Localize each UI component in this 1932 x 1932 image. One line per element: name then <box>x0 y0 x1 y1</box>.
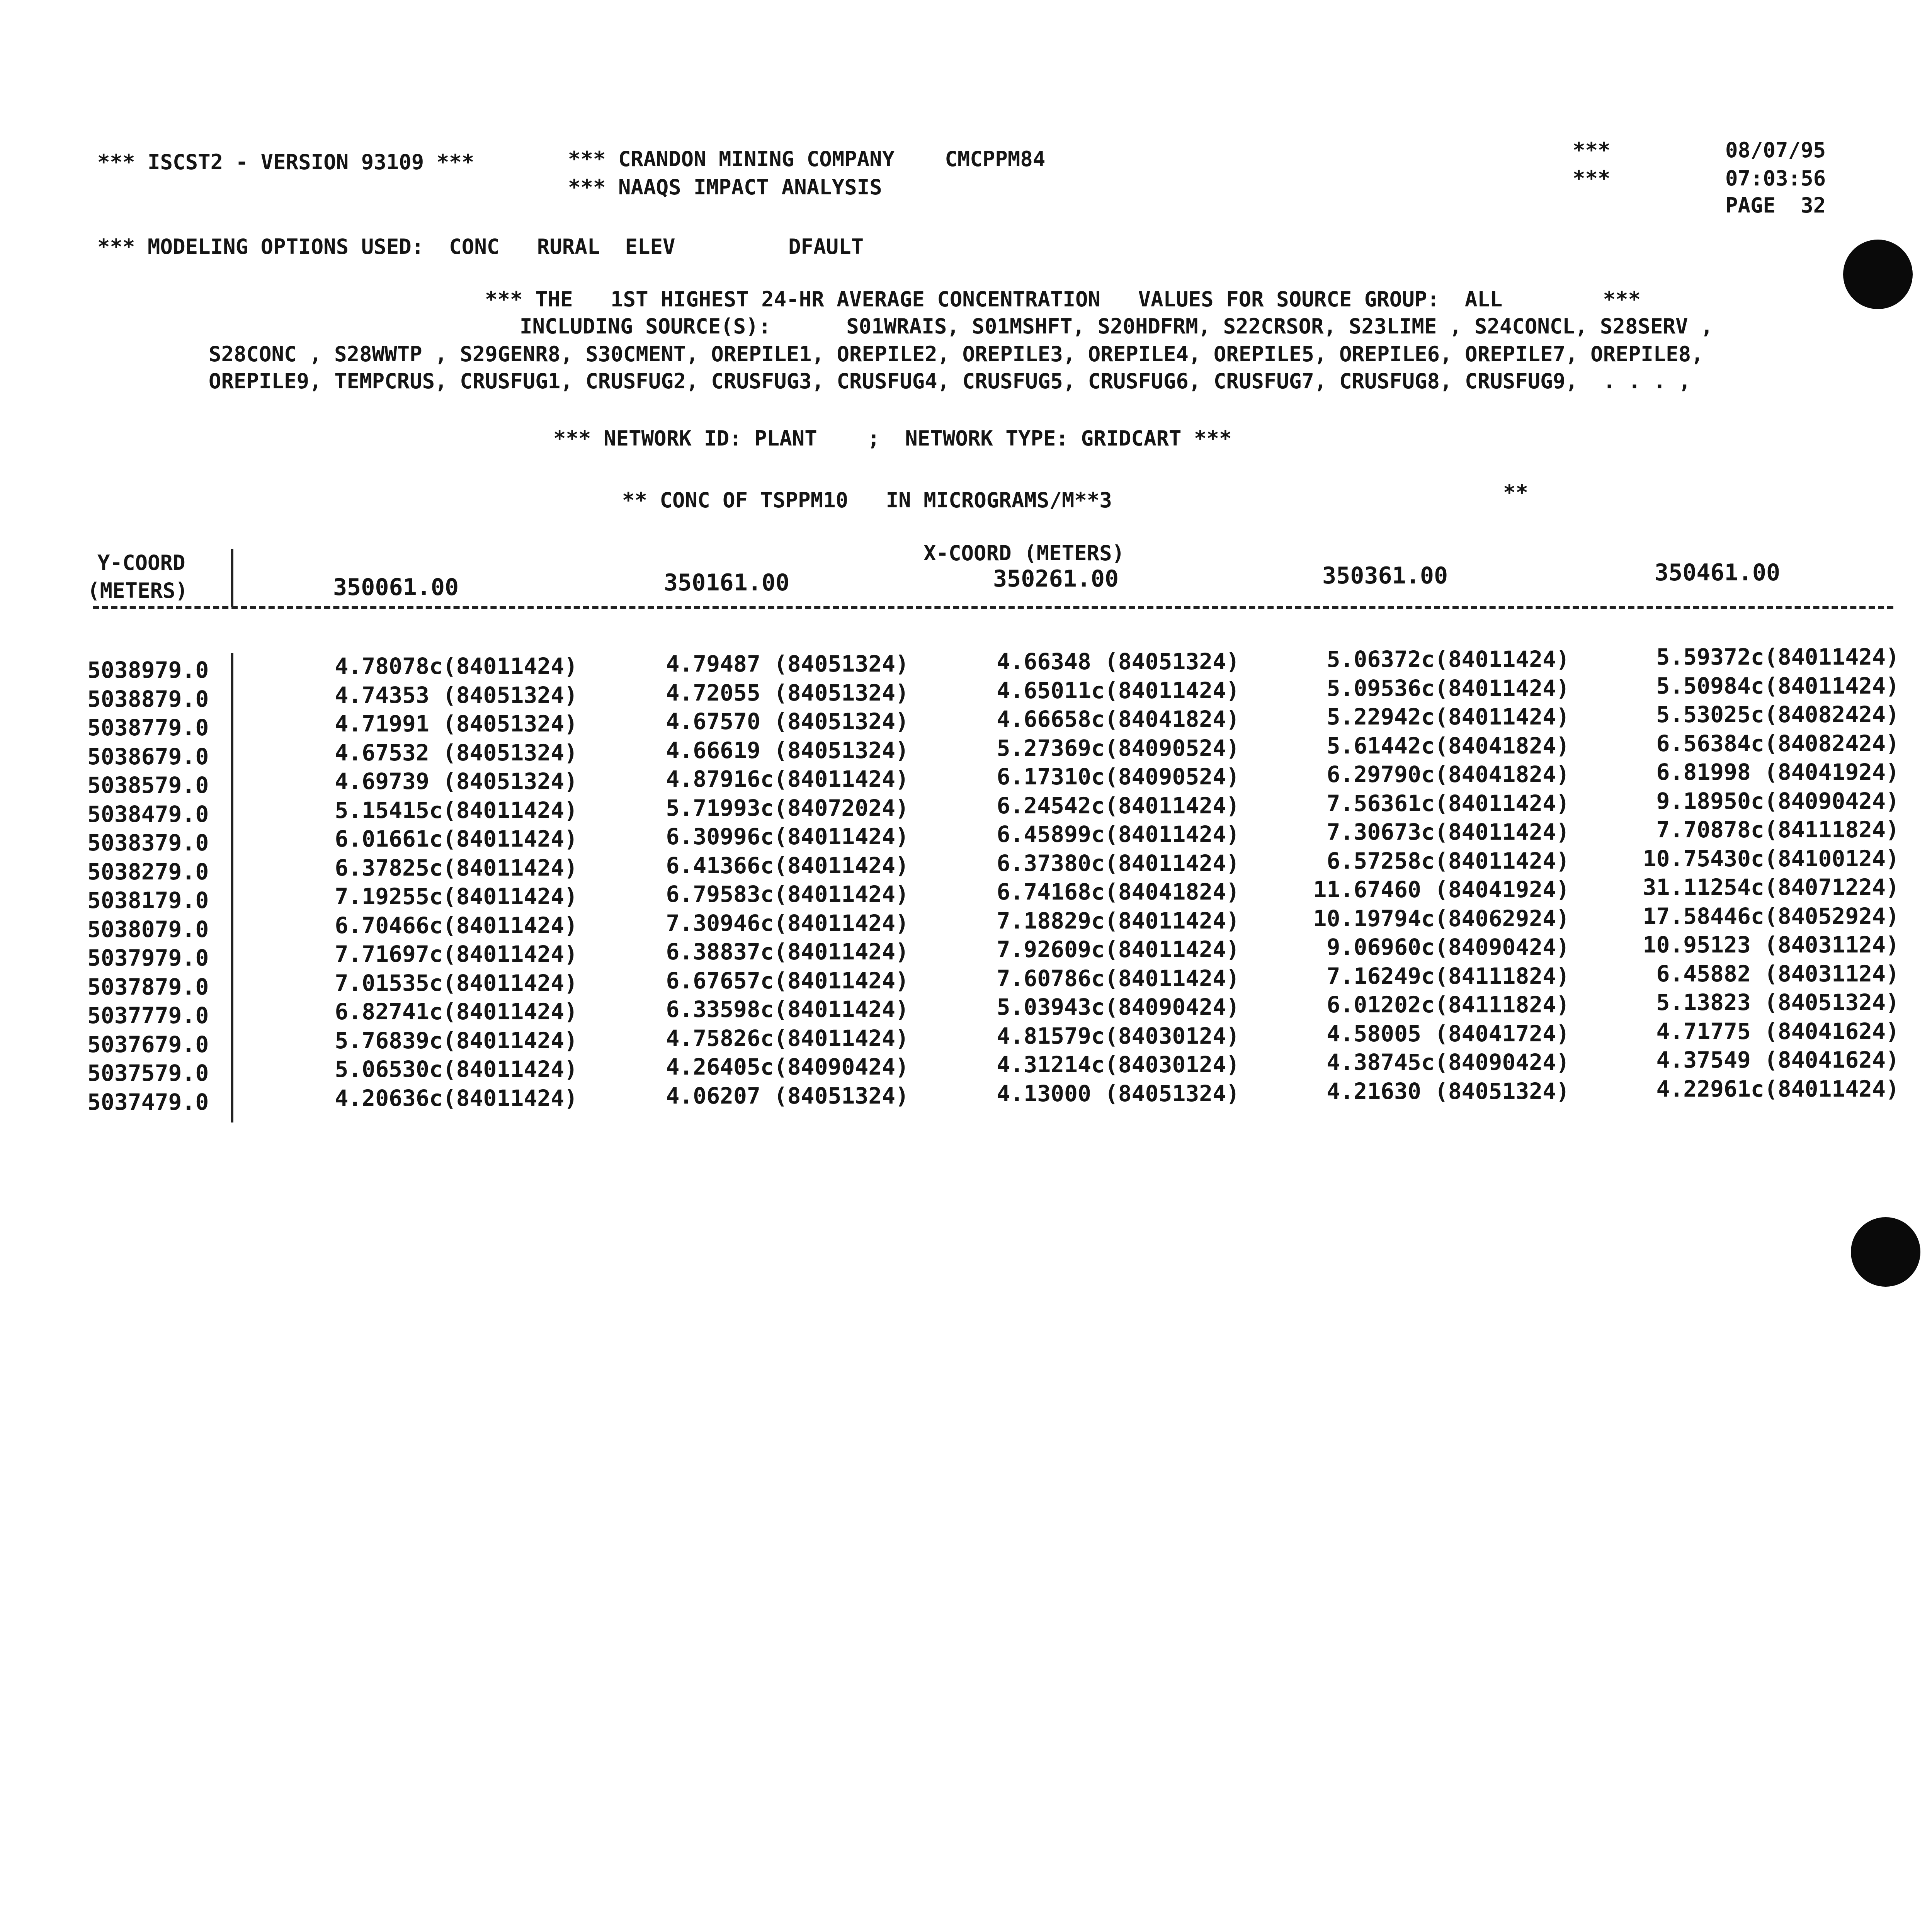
concentration-cell: 7.16249c(84111824) <box>1327 963 1570 989</box>
concentration-cell: 5.03943c(84090424) <box>997 994 1240 1020</box>
concentration-cell: 4.75826c(84011424) <box>666 1025 909 1051</box>
run-date: 08/07/95 <box>1725 138 1826 162</box>
concentration-cell: 5.13823 (84051324) <box>1656 989 1899 1015</box>
concentration-cell: 6.45882 (84031124) <box>1656 961 1899 987</box>
concentration-cell: 6.38837c(84011424) <box>666 939 909 965</box>
concentration-cell: 9.18950c(84090424) <box>1656 788 1899 814</box>
concentration-cell: 17.58446c(84052924) <box>1643 903 1899 929</box>
source-list-line-2: S28CONC , S28WWTP , S29GENR8, S30CMENT, OREPILE1, OREPILE2, OREPILE3, OREPILE4, OREPILE5, OREPILE6, OREPILE7, OREPILE8, <box>209 342 1704 366</box>
concentration-cell: 4.71775 (84041624) <box>1656 1018 1899 1044</box>
concentration-cell: 4.58005 (84041724) <box>1327 1020 1570 1047</box>
concentration-cell: 5.09536c(84011424) <box>1327 675 1570 701</box>
concentration-cell: 4.71991 (84051324) <box>335 711 578 737</box>
concentration-cell: 6.74168c(84041824) <box>997 879 1240 905</box>
concentration-cell: 11.67460 (84041924) <box>1313 876 1570 903</box>
concentration-cell: 5.71993c(84072024) <box>666 795 909 821</box>
punch-hole-middle <box>1851 1217 1920 1287</box>
highest-conc-title: *** THE 1ST HIGHEST 24-HR AVERAGE CONCENTRATION VALUES FOR SOURCE GROUP: ALL *** <box>485 287 1641 311</box>
concentration-cell: 6.37825c(84011424) <box>335 855 578 881</box>
y-coord-cell: 5038179.0 <box>87 887 209 913</box>
concentration-cell: 6.01202c(84111824) <box>1327 992 1570 1018</box>
concentration-cell: 5.53025c(84082424) <box>1656 701 1899 728</box>
concentration-cell: 4.13000 (84051324) <box>997 1080 1240 1107</box>
concentration-cell: 4.87916c(84011424) <box>666 766 909 792</box>
concentration-cell: 6.33598c(84011424) <box>666 996 909 1022</box>
concentration-cell: 4.66658c(84041824) <box>997 706 1240 732</box>
concentration-cell: 6.79583c(84011424) <box>666 881 909 907</box>
y-coord-cell: 5038679.0 <box>87 743 209 770</box>
concentration-cell: 5.06530c(84011424) <box>335 1056 578 1082</box>
concentration-cell: 5.59372c(84011424) <box>1656 644 1899 670</box>
x-column-2: 350161.00 <box>664 569 790 596</box>
concentration-cell: 4.20636c(84011424) <box>335 1085 578 1111</box>
y-coord-cell: 5038479.0 <box>87 801 209 827</box>
concentration-cell: 10.75430c(84100124) <box>1643 845 1899 872</box>
concentration-cell: 7.60786c(84011424) <box>997 965 1240 992</box>
concentration-cell: 6.24542c(84011424) <box>997 793 1240 819</box>
concentration-cell: 5.06372c(84011424) <box>1327 646 1570 672</box>
concentration-cell: 10.95123 (84031124) <box>1643 932 1899 958</box>
x-column-1: 350061.00 <box>333 574 459 601</box>
program-version: *** ISCST2 - VERSION 93109 *** <box>97 150 474 174</box>
x-column-5: 350461.00 <box>1655 559 1781 586</box>
concentration-cell: 4.66348 (84051324) <box>997 648 1240 675</box>
concentration-cell: 4.26405c(84090424) <box>666 1054 909 1080</box>
x-column-4: 350361.00 <box>1322 562 1448 589</box>
concentration-cell: 6.56384c(84082424) <box>1656 730 1899 757</box>
y-coord-cell: 5037779.0 <box>87 1002 209 1029</box>
analysis-title: *** NAAQS IMPACT ANALYSIS <box>568 175 882 199</box>
concentration-cell: 7.01535c(84011424) <box>335 970 578 996</box>
concentration-cell: 7.71697c(84011424) <box>335 941 578 967</box>
concentration-cell: 4.79487 (84051324) <box>666 651 909 677</box>
concentration-cell: 4.78078c(84011424) <box>335 653 578 679</box>
modeling-options: *** MODELING OPTIONS USED: CONC RURAL ELEV DFAULT <box>97 235 864 259</box>
concentration-cell: 4.38745c(84090424) <box>1327 1049 1570 1075</box>
y-coord-cell: 5038579.0 <box>87 772 209 798</box>
y-coord-cell: 5037479.0 <box>87 1089 209 1115</box>
concentration-cell: 7.92609c(84011424) <box>997 936 1240 963</box>
concentration-cell: 4.69739 (84051324) <box>335 768 578 794</box>
concentration-cell: 6.82741c(84011424) <box>335 998 578 1025</box>
concentration-cell: 5.50984c(84011424) <box>1656 673 1899 699</box>
concentration-cell: 6.70466c(84011424) <box>335 912 578 939</box>
run-time: 07:03:56 <box>1725 166 1826 190</box>
y-coord-cell: 5037979.0 <box>87 945 209 971</box>
source-list-line-1: INCLUDING SOURCE(S): S01WRAIS, S01MSHFT, S20HDFRM, S22CRSOR, S23LIME , S24CONCL, S28SERV , <box>520 314 1713 338</box>
row-divider <box>231 653 233 1122</box>
y-coord-cell: 5037879.0 <box>87 974 209 1000</box>
concentration-cell: 6.01661c(84011424) <box>335 826 578 852</box>
concentration-cell: 31.11254c(84071224) <box>1643 874 1899 900</box>
x-coord-header: X-COORD (METERS) <box>923 541 1125 565</box>
concentration-cell: 7.70878c(84111824) <box>1656 816 1899 843</box>
y-coord-cell: 5038379.0 <box>87 830 209 856</box>
concentration-cell: 6.57258c(84011424) <box>1327 848 1570 874</box>
y-coord-cell: 5037579.0 <box>87 1060 209 1086</box>
concentration-cell: 7.30946c(84011424) <box>666 910 909 936</box>
header-dashed-rule <box>93 606 1893 609</box>
concentration-cell: 4.81579c(84030124) <box>997 1023 1240 1049</box>
concentration-cell: 6.81998 (84041924) <box>1656 759 1899 785</box>
x-column-3: 350261.00 <box>993 565 1119 592</box>
header-stars-1: *** <box>1573 138 1611 162</box>
concentration-cell: 4.37549 (84041624) <box>1656 1047 1899 1073</box>
concentration-cell: 7.19255c(84011424) <box>335 883 578 910</box>
concentration-cell: 4.31214c(84030124) <box>997 1051 1240 1078</box>
y-coord-cell: 5038079.0 <box>87 916 209 942</box>
page-number: PAGE 32 <box>1725 193 1826 218</box>
punch-hole-top <box>1843 240 1913 309</box>
y-coord-header: Y-COORD <box>97 551 185 575</box>
concentration-cell: 7.30673c(84011424) <box>1327 819 1570 845</box>
conc-units: ** CONC OF TSPPM10 IN MICROGRAMS/M**3 <box>622 488 1112 512</box>
concentration-cell: 6.17310c(84090524) <box>997 764 1240 790</box>
concentration-cell: 10.19794c(84062924) <box>1313 905 1570 932</box>
concentration-cell: 5.61442c(84041824) <box>1327 733 1570 759</box>
concentration-cell: 5.22942c(84011424) <box>1327 704 1570 730</box>
source-list-line-3: OREPILE9, TEMPCRUS, CRUSFUG1, CRUSFUG2, CRUSFUG3, CRUSFUG4, CRUSFUG5, CRUSFUG6, CRUSFUG7, CRUSFUG8, CRUSFUG9, . . . , <box>209 369 1691 393</box>
concentration-cell: 6.67657c(84011424) <box>666 968 909 994</box>
concentration-cell: 9.06960c(84090424) <box>1327 934 1570 960</box>
concentration-cell: 4.21630 (84051324) <box>1327 1078 1570 1104</box>
concentration-cell: 5.76839c(84011424) <box>335 1027 578 1054</box>
concentration-cell: 4.74353 (84051324) <box>335 682 578 708</box>
header-stars-2: *** <box>1573 166 1611 190</box>
concentration-cell: 4.72055 (84051324) <box>666 680 909 706</box>
concentration-cell: 6.41366c(84011424) <box>666 852 909 879</box>
concentration-cell: 4.22961c(84011424) <box>1656 1076 1899 1102</box>
concentration-cell: 5.15415c(84011424) <box>335 797 578 823</box>
y-coord-cell: 5038779.0 <box>87 714 209 741</box>
conc-units-stars: ** <box>1503 480 1529 505</box>
company-name: *** CRANDON MINING COMPANY CMCPPM84 <box>568 147 1046 171</box>
concentration-cell: 4.67532 (84051324) <box>335 740 578 766</box>
concentration-cell: 4.66619 (84051324) <box>666 737 909 764</box>
concentration-cell: 7.18829c(84011424) <box>997 908 1240 934</box>
header-divider <box>231 549 233 607</box>
concentration-cell: 6.30996c(84011424) <box>666 823 909 850</box>
network-info: *** NETWORK ID: PLANT ; NETWORK TYPE: GRIDCART *** <box>553 426 1232 451</box>
concentration-cell: 7.56361c(84011424) <box>1327 790 1570 816</box>
concentration-cell: 6.45899c(84011424) <box>997 821 1240 847</box>
concentration-cell: 6.37380c(84011424) <box>997 850 1240 876</box>
concentration-cell: 6.29790c(84041824) <box>1327 761 1570 787</box>
concentration-cell: 4.67570 (84051324) <box>666 708 909 735</box>
y-coord-units: (METERS) <box>87 578 188 603</box>
y-coord-cell: 5037679.0 <box>87 1031 209 1058</box>
concentration-cell: 5.27369c(84090524) <box>997 735 1240 761</box>
concentration-cell: 4.06207 (84051324) <box>666 1083 909 1109</box>
y-coord-cell: 5038279.0 <box>87 859 209 885</box>
concentration-cell: 4.65011c(84011424) <box>997 677 1240 704</box>
y-coord-cell: 5038879.0 <box>87 686 209 712</box>
y-coord-cell: 5038979.0 <box>87 657 209 683</box>
